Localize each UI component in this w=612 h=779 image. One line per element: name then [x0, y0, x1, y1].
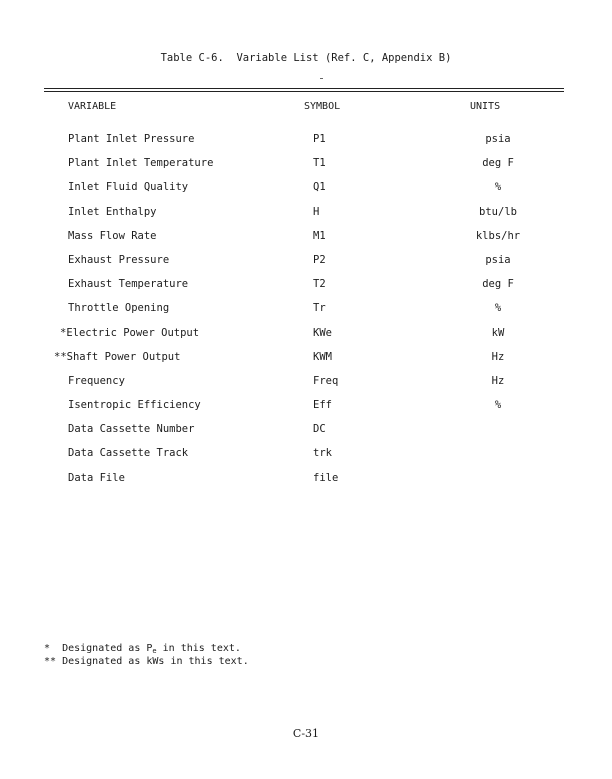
variable-symbol: H	[313, 205, 320, 218]
footnote-2-marker: **	[44, 656, 57, 667]
variable-units: btu/lb	[479, 205, 517, 218]
footnote-1-suffix: in this text.	[156, 643, 241, 654]
variable-symbol: M1	[313, 229, 326, 242]
variable-symbol: trk	[313, 447, 332, 460]
variable-symbol: Q1	[313, 181, 326, 194]
variable-name: Plant Inlet Temperature	[68, 157, 214, 170]
variable-units: kW	[491, 326, 505, 339]
variable-name: **Shaft Power Output	[54, 350, 181, 363]
table-row	[0, 254, 612, 278]
footnote-1	[44, 643, 249, 656]
scan-mark	[320, 78, 323, 79]
table-row	[0, 181, 612, 205]
table-top-rule-double	[44, 91, 564, 92]
variable-symbol: KWe	[313, 326, 332, 339]
column-header-variable: VARIABLE	[68, 101, 117, 112]
variable-symbol: Freq	[313, 374, 339, 387]
variable-table-body	[0, 133, 612, 496]
variable-units: deg F	[482, 157, 514, 170]
page-number: C-31	[292, 727, 320, 740]
table-row	[0, 133, 612, 157]
variable-units: Hz	[491, 374, 505, 387]
table-row	[0, 157, 612, 181]
variable-name: *Electric Power Output	[60, 326, 200, 339]
table-row	[0, 327, 612, 351]
variable-symbol: P2	[313, 253, 326, 266]
table-row	[0, 447, 612, 471]
footnote-1-subscript: e	[152, 647, 157, 655]
variable-name: Plant Inlet Pressure	[68, 133, 195, 145]
table-row	[0, 351, 612, 375]
table-row	[0, 278, 612, 302]
variable-units: %	[494, 399, 502, 412]
variable-symbol: Tr	[313, 302, 326, 315]
variable-name: Inlet Enthalpy	[68, 205, 157, 218]
variable-units: psia	[485, 253, 511, 266]
table-row	[0, 206, 612, 230]
variable-units: %	[494, 181, 502, 194]
variable-name: Data Cassette Number	[68, 423, 195, 436]
variable-units: Hz	[491, 350, 505, 363]
variable-symbol: P1	[313, 133, 326, 145]
table-row	[0, 230, 612, 254]
variable-symbol: Eff	[313, 399, 332, 412]
variable-name: Inlet Fluid Quality	[68, 181, 189, 194]
variable-name: Data File	[68, 471, 125, 484]
footnote-2-text: Designated as kWs in this text.	[62, 656, 249, 667]
variable-units: %	[494, 302, 502, 315]
table-row	[0, 399, 612, 423]
table-row	[0, 472, 612, 496]
table-row	[0, 302, 612, 326]
footnotes	[44, 643, 249, 669]
variable-units: deg F	[482, 278, 514, 291]
variable-symbol: KWM	[313, 350, 332, 363]
variable-symbol: T2	[313, 278, 326, 291]
variable-name: Data Cassette Track	[68, 447, 189, 460]
variable-symbol: file	[313, 471, 339, 484]
table-row	[0, 375, 612, 399]
variable-name: Mass Flow Rate	[68, 229, 157, 242]
variable-units: klbs/hr	[475, 229, 521, 242]
table-caption: Table C-6. Variable List (Ref. C, Appendix B)	[160, 52, 452, 64]
column-header-units: UNITS	[470, 101, 501, 112]
variable-symbol: DC	[313, 423, 326, 436]
column-header-symbol: SYMBOL	[304, 101, 341, 112]
variable-name: Throttle Opening	[68, 302, 170, 315]
table-row	[0, 423, 612, 447]
variable-units: psia	[485, 133, 511, 145]
variable-name: Isentropic Efficiency	[68, 399, 201, 412]
footnote-1-marker: *	[44, 643, 51, 654]
table-top-rule	[44, 88, 564, 89]
variable-symbol: T1	[313, 157, 326, 170]
footnote-1-prefix: Designated as P	[62, 643, 153, 654]
variable-name: Exhaust Temperature	[68, 278, 189, 291]
variable-name: Exhaust Pressure	[68, 253, 170, 266]
footnote-2	[44, 656, 249, 669]
variable-name: Frequency	[68, 374, 125, 387]
